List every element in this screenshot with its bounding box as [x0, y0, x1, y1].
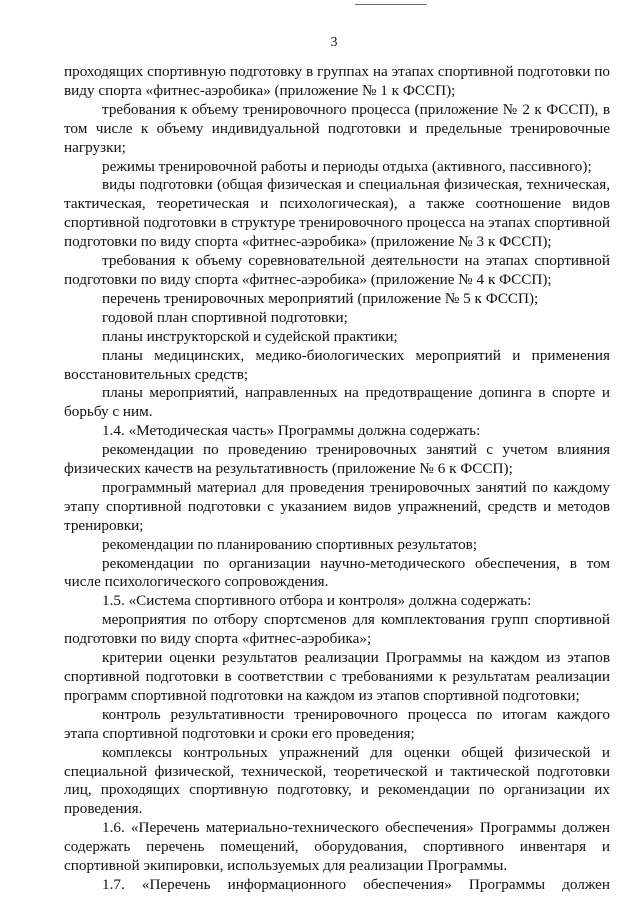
paragraph-p17: мероприятия по отбору спортсменов для комплектования групп спортивной подготовки по виду спорта «фитнес-аэробика»;: [64, 611, 610, 648]
paragraph-p07: годовой план спортивной подготовки;: [102, 308, 348, 326]
paragraph-p01: проходящих спортивную подготовку в группах на этапах спортивной подготовки по виду спорта «фитнес-аэробика» (приложение № 1 к ФССП);: [64, 63, 610, 99]
paragraph-p20: комплексы контрольных упражнений для оценки общей физической и специальной физической, технической, теоретической и тактической подготовки лиц, проходящих спортивную подготовку, и рекомендации по организации их проведения.: [64, 743, 610, 818]
paragraph-p13: программный материал для проведения тренировочных занятий по каждому этапу спортивной подготовки с указанием видов упражнений, средств и методов тренировки;: [64, 478, 610, 534]
paragraph-p10: планы мероприятий, направленных на предотвращение допинга в спорте и борьбу с ним.: [64, 384, 610, 421]
paragraph-p16: 1.5. «Система спортивного отбора и контроля» должна содержать:: [102, 592, 532, 610]
paragraph-p08: планы инструкторской и судейской практики;: [102, 327, 398, 345]
paragraph-p02: требования к объему тренировочного процесса (приложение № 2 к ФССП), в том числе к объему индивидуальной подготовки и предельные тренировочные нагрузки;: [64, 100, 610, 156]
paragraph-p15: рекомендации по организации научно-методического обеспечения, в том числе психологического сопровождения.: [64, 554, 610, 591]
top-rule: [355, 4, 427, 5]
paragraph-p04: виды подготовки (общая физическая и специальная физическая, техническая, тактическая, теоретическая и психологическая), а также соотношение видов спортивной подготовки в структуре тренировочного процесса на этапах спортивной подготовки по виду спорта «фитнес-аэробика» (приложение № 3 к ФССП);: [64, 176, 610, 251]
paragraph-p21: 1.6. «Перечень материально-технического обеспечения» Программы должен содержать перечень помещений, оборудования, спортивного инвентаря и спортивной экипировки, используемых для реализации Программы.: [64, 819, 610, 875]
paragraph-p11: 1.4. «Методическая часть» Программы должна содержать:: [102, 422, 481, 440]
paragraph-p05: требования к объему соревновательной деятельности на этапах спортивной подготовки по виду спорта «фитнес-аэробика» (приложение № 4 к ФССП);: [64, 252, 610, 288]
paragraph-p18: критерии оценки результатов реализации Программы на каждом из этапов спортивной подготовки в соответствии с требованиями к результатам реализации программ спортивной подготовки на каждом из этапов спортивной подготовки;: [64, 649, 610, 704]
paragraph-p09: планы медицинских, медико-биологических мероприятий и применения восстановительных средств;: [64, 346, 610, 383]
paragraph-p14: рекомендации по планированию спортивных результатов;: [102, 535, 478, 553]
page-number: 3: [330, 35, 338, 50]
paragraph-p12: рекомендации по проведению тренировочных занятий с учетом влияния физических качеств на результативность (приложение № 6 к ФССП);: [64, 441, 610, 478]
paragraph-p19: контроль результативности тренировочного процесса по итогам каждого этапа спортивной подготовки и сроки его проведения;: [64, 705, 610, 742]
paragraph-p03: режимы тренировочной работы и периоды отдыха (активного, пассивного);: [102, 157, 592, 175]
paragraph-p22: 1.7. «Перечень информационного обеспечения» Программы должен: [102, 875, 610, 893]
document-body: [64, 63, 610, 895]
paragraph-p06: перечень тренировочных мероприятий (приложение № 5 к ФССП);: [102, 289, 539, 307]
